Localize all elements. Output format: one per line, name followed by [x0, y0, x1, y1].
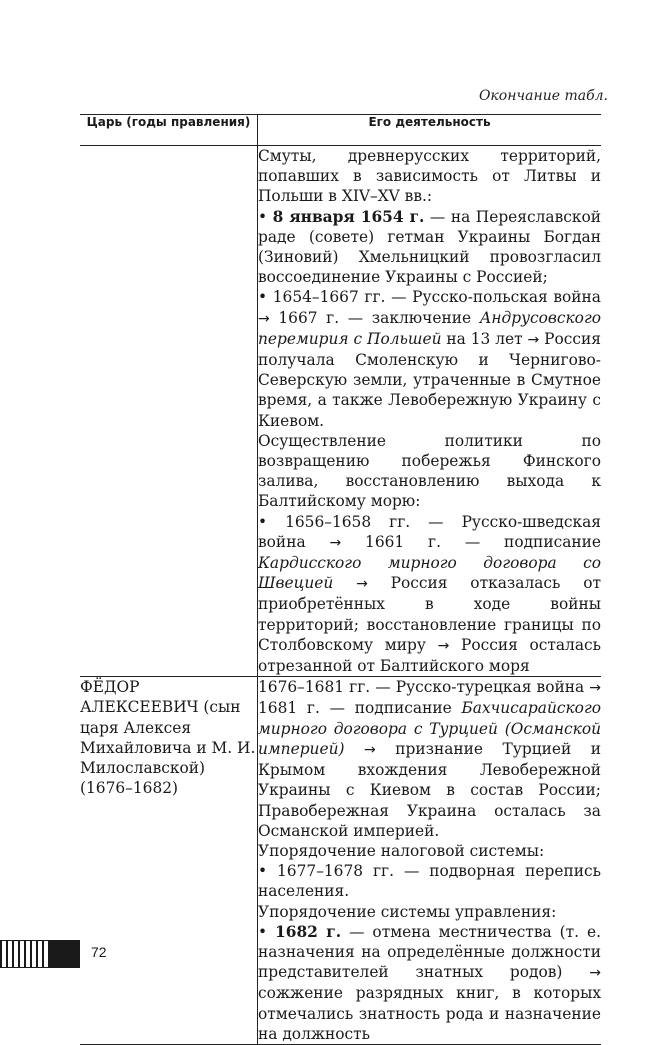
paragraph — [258, 146, 601, 207]
arrow-icon: → — [258, 310, 270, 327]
paragraph — [258, 512, 601, 677]
italic-treaty: Бахчисарайского мирного договора с Турцией (Османской империей) — [258, 699, 601, 758]
text: признание Турцией и Крымом вхождения Левобережной Украины с Киевом в состав России; Правобережная Украина осталась за Османской империей. — [258, 739, 601, 840]
paragraph — [258, 902, 601, 922]
paragraph — [258, 677, 601, 841]
text: на 13 лет — [441, 329, 528, 348]
text: Россия осталась отрезанной от Балтийского моря — [258, 635, 602, 676]
page-number: 72 — [91, 944, 107, 960]
tsar-cell: ФЁДОР АЛЕКСЕЕВИЧ (сын царя Алексея Михайловича и М. И. Милославской) (1676–1682) — [80, 677, 258, 1045]
italic-treaty: Андрусовского перемирия с Польшей — [258, 308, 601, 348]
text: — на Переяславской раде (совете) гетман Украины Богдан (Зиновий) Хмельницкий провозгласил воссоединение Украины с Россией; — [258, 207, 601, 287]
bold-date: 1682 г. — [275, 922, 342, 941]
table-header-row — [80, 115, 601, 146]
header-tsar: Царь (годы правления) — [80, 115, 258, 146]
text: 1667 г. — заключение — [269, 308, 480, 327]
arrow-icon: → — [356, 576, 368, 593]
bullet: • — [258, 207, 273, 226]
paragraph — [258, 287, 601, 430]
paragraph — [258, 207, 601, 288]
history-table — [80, 114, 601, 1045]
text: • 1656–1658 гг. — Русско-шведская война — [258, 512, 601, 551]
text: 1676–1681 гг. — Русско-турецкая война — [258, 678, 590, 697]
activity-cell — [258, 677, 602, 1045]
text: • 1654–1667 гг. — Русско-польская война — [258, 288, 601, 307]
table-row — [80, 677, 601, 1045]
table-row — [80, 146, 601, 677]
paragraph — [258, 861, 601, 901]
italic-treaty: Кардисского мирного договора со Швецией — [258, 554, 601, 593]
page-edge-marker — [0, 940, 80, 968]
text: Осуществление политики по возвращению побережья Финского залива, восстановлению выхода к Балтийскому морю: — [258, 431, 601, 511]
table-continuation-caption: Окончание табл. — [478, 88, 608, 104]
arrow-icon: → — [527, 331, 540, 348]
bullet: • — [258, 922, 276, 941]
text: • 1677–1678 гг. — подворная перепись населения. — [258, 862, 601, 901]
arrow-icon: → — [329, 534, 342, 551]
text: Упорядочение налоговой системы: — [258, 841, 545, 860]
text: Упорядочение системы управления: — [258, 902, 557, 921]
paragraph — [258, 922, 601, 1044]
text: 1681 г. — подписание — [258, 699, 462, 718]
bold-date: 8 января 1654 г. — [272, 207, 425, 226]
activity-cell — [258, 146, 602, 677]
text: Россия получала Смоленскую и Чернигово-Северскую земли, утраченные в Смутное время, а также Левобережную Украину с Киевом. — [258, 329, 601, 430]
text: сожжение разрядных книг, в которых отмечались знатность рода и назначение на должность — [258, 984, 601, 1043]
arrow-icon: → — [363, 741, 376, 758]
text: Смуты, древнерусских территорий, попавших в зависимость от Литвы и Польши в XIV–XV вв.: — [258, 147, 601, 206]
arrow-icon: → — [589, 965, 601, 982]
header-activity: Его деятельность — [258, 115, 602, 146]
arrow-icon: → — [437, 637, 450, 654]
text: — отмена местничества (т. е. назначения на определённые должности представителей знатных родов) — [258, 922, 601, 982]
text: Россия отказалась от приобретённых в ходе войны территорий; восстановление границы по Столбовскому миру — [258, 574, 601, 654]
text: 1661 г. — подписание — [341, 532, 601, 551]
arrow-icon: → — [589, 680, 601, 697]
paragraph — [258, 431, 601, 512]
paragraph — [258, 841, 601, 861]
tsar-cell — [80, 146, 258, 677]
